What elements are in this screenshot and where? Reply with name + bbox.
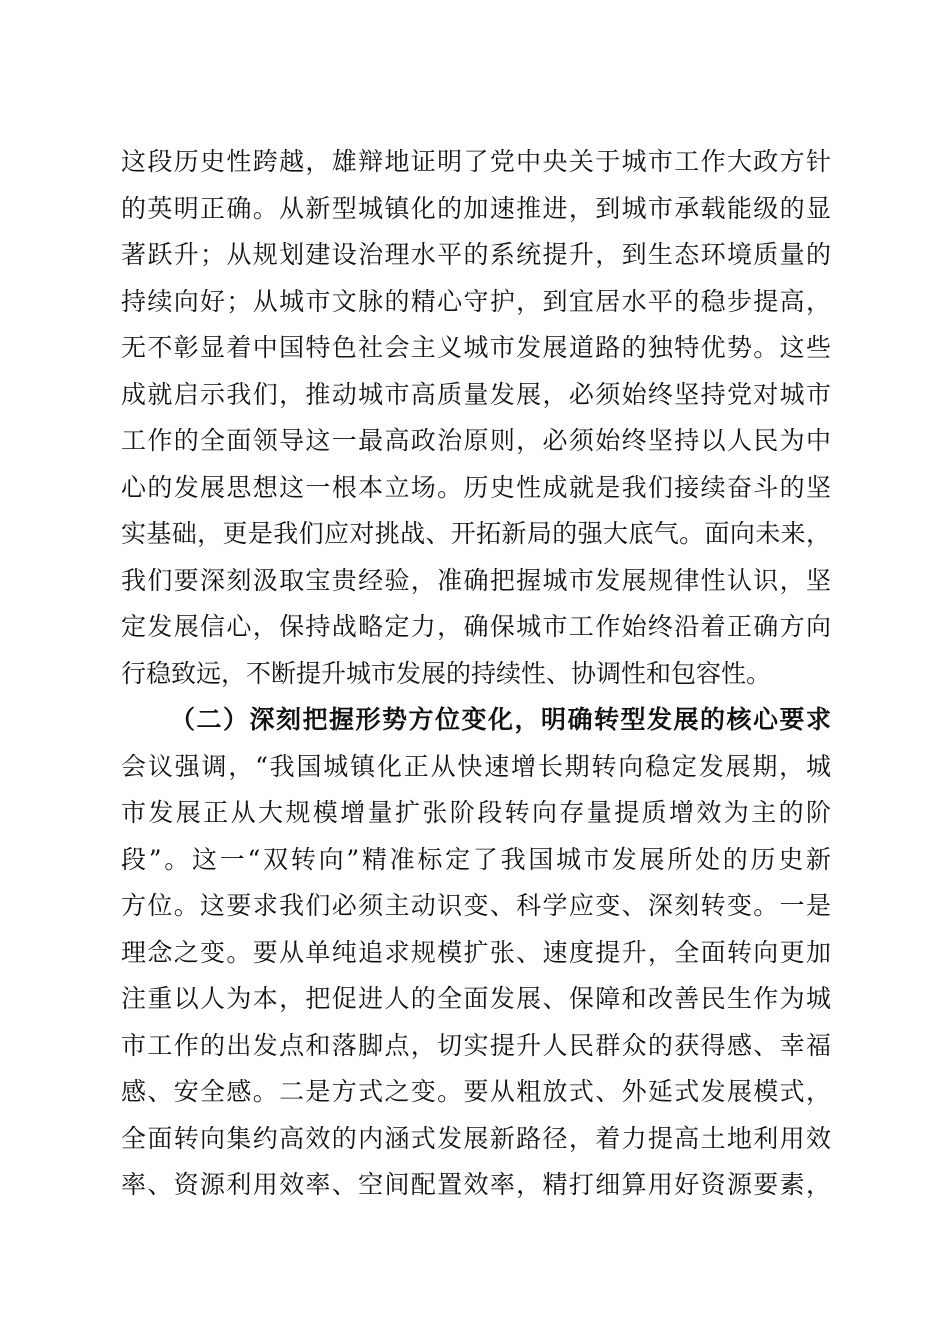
text-line: 方位。这要求我们必须主动识变、科学应变、深刻转变。一是 bbox=[121, 891, 831, 920]
text-line: 著跃升；从规划建设治理水平的系统提升，到生态环境质量的 bbox=[121, 240, 831, 269]
text-line: 持续向好；从城市文脉的精心守护，到宜居水平的稳步提高， bbox=[121, 287, 831, 316]
text-line: 率、资源利用效率、空间配置效率，精打细算用好资源要素， bbox=[121, 1170, 831, 1199]
text-line: 市工作的出发点和落脚点，切实提升人民群众的获得感、幸福 bbox=[121, 1031, 831, 1060]
text-line: 的英明正确。从新型城镇化的加速推进，到城市承载能级的显 bbox=[121, 194, 831, 223]
text-line: 无不彰显着中国特色社会主义城市发展道路的独特优势。这些 bbox=[121, 333, 831, 362]
text-line: 注重以人为本，把促进人的全面发展、保障和改善民生作为城 bbox=[121, 984, 831, 1013]
text-line: 行稳致远，不断提升城市发展的持续性、协调性和包容性。 bbox=[121, 659, 772, 688]
text-line: 定发展信心，保持战略定力，确保城市工作始终沿着正确方向 bbox=[121, 612, 831, 641]
text-line: 心的发展思想这一根本立场。历史性成就是我们接续奋斗的坚 bbox=[121, 473, 831, 502]
text-line: 实基础，更是我们应对挑战、开拓新局的强大底气。面向未来， bbox=[121, 519, 831, 548]
text-line: 工作的全面领导这一最高政治原则，必须始终坚持以人民为中 bbox=[121, 426, 831, 455]
section-heading: （二）深刻把握形势方位变化，明确转型发展的核心要求 bbox=[170, 705, 831, 734]
text-line: 市发展正从大规模增量扩张阶段转向存量提质增效为主的阶 bbox=[121, 798, 831, 827]
text-line: 全面转向集约高效的内涵式发展新路径，着力提高土地利用效 bbox=[121, 1124, 831, 1153]
text-line: 会议强调，“我国城镇化正从快速增长期转向稳定发展期，城 bbox=[121, 752, 831, 781]
text-line: 段”。这一“双转向”精准标定了我国城市发展所处的历史新 bbox=[121, 845, 831, 874]
text-line: 我们要深刻汲取宝贵经验，准确把握城市发展规律性认识，坚 bbox=[121, 566, 831, 595]
text-line: 感、安全感。二是方式之变。要从粗放式、外延式发展模式， bbox=[121, 1077, 831, 1106]
text-line: 这段历史性跨越，雄辩地证明了党中央关于城市工作大政方针 bbox=[121, 147, 831, 176]
text-line: 成就启示我们，推动城市高质量发展，必须始终坚持党对城市 bbox=[121, 380, 831, 409]
text-line: 理念之变。要从单纯追求规模扩张、速度提升，全面转向更加 bbox=[121, 938, 831, 967]
